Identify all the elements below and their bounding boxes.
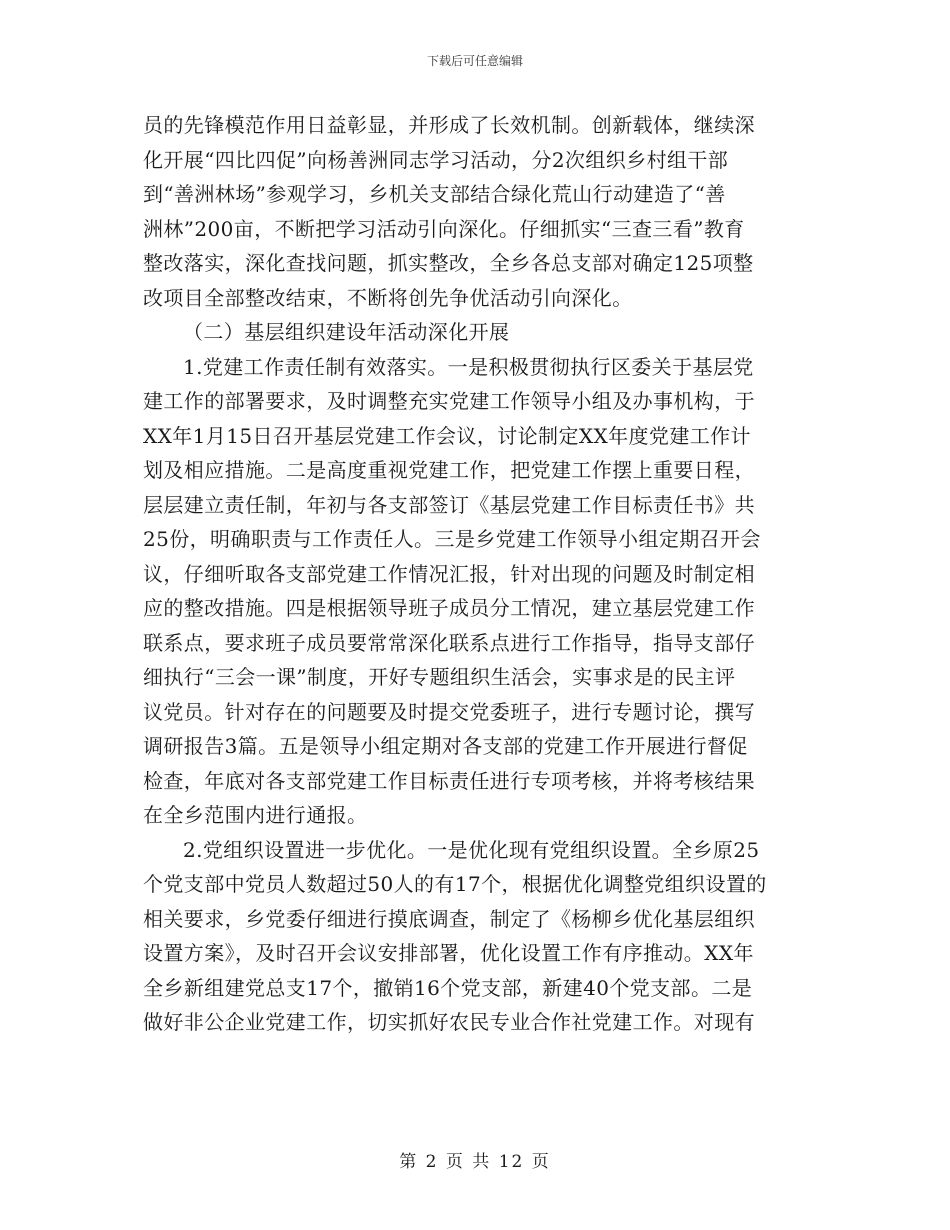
- text-line: XX年1月15日召开基层党建工作会议，讨论制定XX年度党建工作计: [143, 423, 751, 448]
- text-line: 个党支部中党员人数超过50人的有17个，根据优化调整党组织设置的: [143, 872, 767, 896]
- text-line: 联系点，要求班子成员要常常深化联系点进行工作指导，指导支部仔: [143, 630, 755, 655]
- text-line: 议，仔细听取各支部党建工作情况汇报，针对出现的问题及时制定相: [143, 561, 755, 586]
- text-line: 建工作的部署要求，及时调整充实党建工作领导小组及办事机构，于: [143, 389, 755, 413]
- paragraph-start-line: 1.党建工作责任制有效落实。一是积极贯彻执行区委关于基层党: [183, 354, 754, 379]
- text-line: 层层建立责任制，年初与各支部签订《基层党建工作目标责任书》共: [143, 492, 755, 517]
- text-line: 洲林”200亩，不断把学习活动引向深化。仔细抓实“三查三看”教育: [143, 216, 745, 241]
- text-line: 设置方案》，及时召开会议安排部署，优化设置工作有序推动。XX年: [143, 941, 754, 965]
- text-line: 调研报告3篇。五是领导小组定期对各支部的党建工作开展进行督促: [143, 734, 748, 758]
- page-number: 第 2 页 共 12 页: [399, 1152, 551, 1172]
- text-line: 整改落实，深化查找问题，抓实整改，全乡各总支部对确定125项整: [143, 251, 754, 275]
- text-line: 化开展“四比四促”向杨善洲同志学习活动，分2次组织乡村组干部: [143, 147, 729, 172]
- text-line: 在全乡范围内进行通报。: [143, 803, 368, 827]
- text-line: 25份，明确职责与工作责任人。三是乡党建工作领导小组定期召开会: [143, 527, 761, 551]
- text-line: 做好非公企业党建工作，切实抓好农民专业合作社党建工作。对现有: [143, 1010, 755, 1034]
- document-body: [143, 108, 807, 1040]
- text-line: 细执行“三会一课”制度，开好专题组织生活会，实事求是的民主评: [143, 665, 736, 689]
- text-line: 划及相应措施。二是高度重视党建工作，把党建工作摆上重要日程，: [143, 458, 755, 482]
- page-header: 下载后可任意编辑: [426, 54, 523, 68]
- text-line: 检查，年底对各支部党建工作目标责任进行专项考核，并将考核结果: [143, 768, 755, 793]
- paragraph-start-line: 2.党组织设置进一步优化。一是优化现有党组织设置。全乡原25: [183, 837, 760, 862]
- text-line: 全乡新组建党总支17个，撤销16个党支部，新建40个党支部。二是: [143, 975, 753, 1000]
- text-line: 议党员。针对存在的问题要及时提交党委班子，进行专题讨论，撰写: [143, 699, 755, 724]
- text-line: 员的先锋模范作用日益彰显，并形成了长效机制。创新载体，继续深: [143, 113, 755, 137]
- text-line: 相关要求，乡党委仔细进行摸底调查，制定了《杨柳乡优化基层组织: [143, 906, 755, 931]
- section-heading: （二）基层组织建设年活动深化开展: [183, 320, 510, 344]
- text-line: 应的整改措施。四是根据领导班子成员分工情况，建立基层党建工作: [143, 596, 755, 620]
- text-line: 改项目全部整改结束，不断将创先争优活动引向深化。: [143, 285, 633, 310]
- text-line: 到“善洲林场”参观学习，乡机关支部结合绿化荒山行动建造了“善: [143, 182, 726, 206]
